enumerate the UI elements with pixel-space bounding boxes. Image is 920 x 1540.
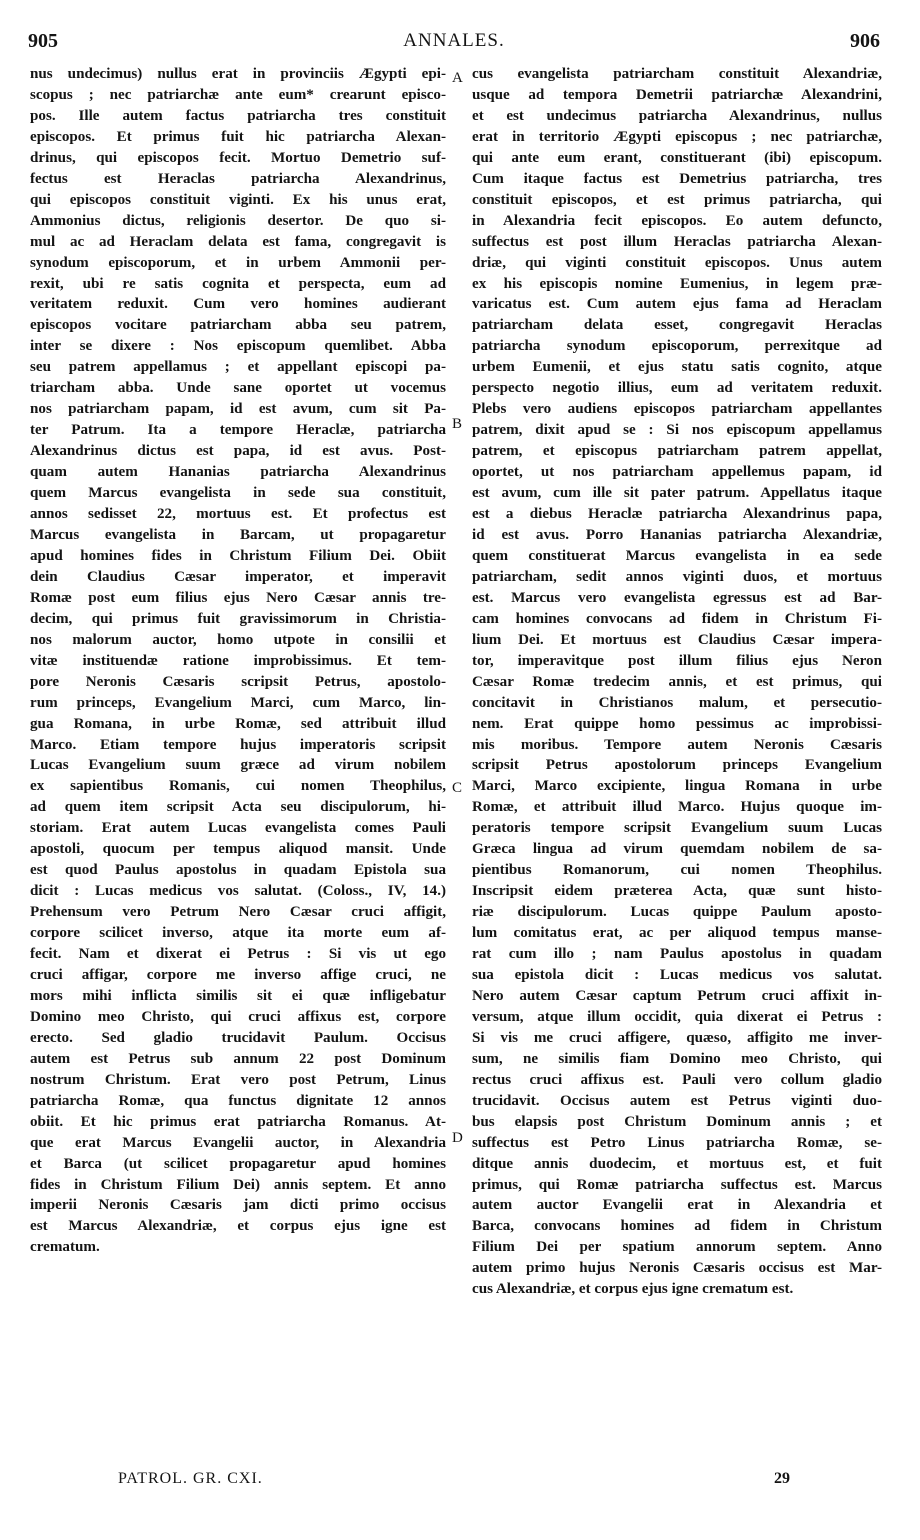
text-line: nostrum Christum. Erat vero post Petrum, Linus <box>30 1071 446 1088</box>
text-line: perspecto negotio illius, eum ad veritatem reduxit. <box>472 380 882 397</box>
text-line: autem primo hujus Neronis Cæsaris occisus est Mar- <box>472 1260 882 1277</box>
text-line: constituit episcopos, et est primus patriarcha, qui <box>472 191 882 208</box>
text-line: concitavit in Christianos malum, et persecutio- <box>472 694 882 711</box>
page-header <box>28 30 880 60</box>
text-line: Prehensum vero Petrum Nero Cæsar cruci affigit, <box>30 904 446 921</box>
text-line: synodum episcoporum, et in urbem Ammonii per- <box>30 254 446 271</box>
text-line: nus undecimus) nullus erat in provinciis Ægypti epi- <box>30 66 446 82</box>
text-line: bus elapsis post Christum Dominum annis ; et <box>472 1113 882 1130</box>
text-line: erat in territorio Ægypti episcopus ; nec patriarchæ, <box>472 128 882 145</box>
text-line: usque ad tempora Demetrii patriarchæ Alexandrini, <box>472 86 882 103</box>
text-line: fides in Christum Filium Dei) annis septem. Et anno <box>30 1176 446 1193</box>
text-line: sum, ne similis fiam Domino meo Christo, qui <box>472 1050 882 1067</box>
text-line: autem auctor Evangelii erat in Alexandria et <box>472 1197 882 1214</box>
text-line: primus, qui Romæ patriarcha suffectus est. Marcus <box>472 1176 882 1193</box>
text-line: gua Romana, in urbe Romæ, sed attribuit illud <box>30 715 446 732</box>
text-line: patriarcha Romæ, qua functus dignitate 12 annos <box>30 1092 446 1109</box>
text-line: est. Marcus vero evangelista egressus est ad Bar- <box>472 589 882 606</box>
text-line: est Marcus Alexandriæ, et corpus ejus igne est <box>30 1218 446 1235</box>
text-line: est avum, cum ille sit pater patrum. Appellatus itaque <box>472 485 882 502</box>
text-line: Domino meo Christo, qui cruci affixus est, corpore <box>30 1008 446 1025</box>
text-line: Lucas Evangelium suum græce ad virum nobilem <box>30 757 446 774</box>
text-line: episcopos vocitare patriarcham abba seu patrem, <box>30 317 446 334</box>
text-line: ad quem item scripsit Acta seu discipulorum, hi- <box>30 799 446 816</box>
text-line: mis moribus. Tempore autem Neronis Cæsaris <box>472 736 882 753</box>
page-number-right: 906 <box>850 30 880 52</box>
text-line: Barca, convocans homines ad fidem in Christum <box>472 1218 882 1235</box>
text-line: cus evangelista patriarcham constituit Alexandriæ, <box>472 66 882 82</box>
running-title: ANNALES. <box>403 30 505 51</box>
text-line: Ammonius dictus, religionis desertor. De quo si- <box>30 212 446 229</box>
text-line: erecto. Sed gladio trucidavit Paulum. Occisus <box>30 1029 446 1046</box>
text-line: seu patrem appellamus ; et appellant episcopi pa- <box>30 359 446 376</box>
section-marker-b: B <box>452 416 463 432</box>
text-line: autem est Petrus sub annum 22 post Dominum <box>30 1050 446 1067</box>
text-line: mul ac ad Heraclam delata est fama, congregavit is <box>30 233 446 250</box>
text-line: versum, atque illum occidit, quia dixerat ei Petrus : <box>472 1008 882 1025</box>
text-line: et Barca (ut scilicet propagaretur apud homines <box>30 1155 446 1172</box>
text-line: est quod Paulus apostolus in quadam Epistola sua <box>30 862 446 879</box>
text-line: episcopos. Et primus fuit hic patriarcha Alexan- <box>30 128 446 145</box>
text-line: rectus cruci affixus est. Pauli vero collum gladio <box>472 1071 882 1088</box>
text-line: patrem, dixit apud se : Si nos episcopum appellamus <box>472 422 882 439</box>
text-line: mors mihi inflicta similis sit ei quæ infligebatur <box>30 987 446 1004</box>
text-line: ditque annis duodecim, et mortuus est, et fuit <box>472 1155 882 1172</box>
text-line: patriarcham delata esset, congregavit Heraclas <box>472 317 882 334</box>
footer-signature: 29 <box>774 1470 790 1487</box>
text-line: cus Alexandriæ, et corpus ejus igne crematum est. <box>472 1281 794 1298</box>
text-line: decim, qui primus fuit gravissimorum in Christia- <box>30 610 446 627</box>
text-line: crematum. <box>30 1239 100 1256</box>
text-line: et est undecimus patriarcha Alexandrinus, nullus <box>472 107 882 124</box>
text-line: dicit : Lucas medicus vos salutat. (Coloss., IV, 14.) <box>30 883 446 900</box>
text-line: rum princeps, Evangelium Marci, cum Marco, lin- <box>30 694 446 711</box>
text-line: corpore scilicet inverso, atque ita morte eum af- <box>30 925 446 942</box>
text-line: varicatus est. Cum autem ejus fama ad Heraclam <box>472 296 882 313</box>
text-line: Marcus evangelista in Barcam, ut propagaretur <box>30 526 446 543</box>
text-line: drinus, qui episcopos fecit. Mortuo Demetrio suf- <box>30 149 446 166</box>
text-line: que erat Marcus Evangelii auctor, in Alexandria <box>30 1134 446 1151</box>
text-line: vitæ instituendæ ratione improbissimus. Et tem- <box>30 652 446 669</box>
text-line: driæ, qui viginti constituit episcopos. Unus autem <box>472 254 882 271</box>
text-line: inter se dixere : Nos episcopum quemlibet. Abba <box>30 338 446 355</box>
text-line: fectus est Heraclas patriarcha Alexandrinus, <box>30 170 446 187</box>
text-line: Græca lingua ad virum quemdam nobilem de sa- <box>472 841 882 858</box>
text-line: annos sedisset 22, mortuus est. Et profectus est <box>30 506 446 523</box>
text-line: Cæsar Romæ tredecim annis, et est primus, qui <box>472 673 882 690</box>
text-line: ter Patrum. Ita a tempore Heraclæ, patriarcha <box>30 422 446 439</box>
text-line: Alexandrinus dictus est papa, id est avus. Post- <box>30 443 446 460</box>
text-line: triarcham abba. Unde sane oportet ut vocemus <box>30 380 446 397</box>
text-line: ex his episcopis nomine Eumenius, in legem præ- <box>472 275 882 292</box>
text-line: lium Dei. Et mortuus est Claudius Cæsar impera- <box>472 631 882 648</box>
text-line: in Alexandria fecit episcopos. Eo autem defuncto, <box>472 212 882 229</box>
text-line: Nero autem Cæsar captum Petrum cruci affixit in- <box>472 987 882 1004</box>
text-line: riæ discipulorum. Lucas quippe Paulum aposto- <box>472 904 882 921</box>
text-line: cam homines convocans ad fidem in Christum Fi- <box>472 610 882 627</box>
right-column <box>472 64 882 1300</box>
text-line: patrem, et episcopus patriarcham patrem appellat, <box>472 443 882 460</box>
left-column <box>30 64 446 1258</box>
text-line: urbem Eumenii, et ejus statu satis cognito, atque <box>472 359 882 376</box>
text-line: peratoris tempore scripsit Evangelium suum Lucas <box>472 820 882 837</box>
text-line: nos patriarcham papam, id est avum, cum sit Pa- <box>30 401 446 418</box>
text-line: scopus ; nec patriarchæ ante eum* crearunt episco- <box>30 86 446 103</box>
text-line: est a diebus Heraclæ patriarcha Alexandrinus papa, <box>472 506 882 523</box>
text-line: qui episcopos constituit viginti. Ex his unus erat, <box>30 191 446 208</box>
text-line: quem constituerat Marcus evangelista in ea sede <box>472 547 882 564</box>
text-line: storiam. Erat autem Lucas evangelista comes Pauli <box>30 820 446 837</box>
text-line: ex sapientibus Romanis, cui nomen Theophilus, <box>30 778 446 795</box>
section-marker-c: C <box>452 780 463 796</box>
text-line: apud homines fides in Christum Filium Dei. Obiit <box>30 547 446 564</box>
text-line: scripsit Petrus apostolorum princeps Evangelium <box>472 757 882 774</box>
text-line: cruci affigar, corpore me inverso affige cruci, ne <box>30 966 446 983</box>
text-line: pientibus Romanorum, cui nomen Theophilus. <box>472 862 882 879</box>
section-marker-a: A <box>452 70 463 86</box>
text-line: rexit, ubi re satis cognita et perspecta, eum ad <box>30 275 446 292</box>
text-line: Inscripsit eidem præterea Acta, quæ sunt histo- <box>472 883 882 900</box>
text-line: sua epistola dicit : Lucas medicus vos salutat. <box>472 966 882 983</box>
text-line: nos malorum auctor, homo utpote in consilii et <box>30 631 446 648</box>
text-line: qui ante eum erant, constituerant (ibi) episcopum. <box>472 149 882 166</box>
text-line: id est avus. Porro Hananias patriarcha Alexandriæ, <box>472 526 882 543</box>
text-line: obiit. Et hic primus erat patriarcha Romanus. At- <box>30 1113 446 1130</box>
text-line: Plebs vero audiens episcopos patriarcham appellantes <box>472 401 882 418</box>
text-line: imperii Neronis Cæsaris jam dicti primo occisus <box>30 1197 446 1214</box>
text-line: rat cum illo ; nam Paulus apostolus in quadam <box>472 946 882 963</box>
text-line: fecit. Nam et dixerat ei Petrus : Si vis ut ego <box>30 946 446 963</box>
text-line: quam autem Hananias patriarcha Alexandrinus <box>30 464 446 481</box>
text-line: dein Claudius Cæsar imperator, et imperavit <box>30 568 446 585</box>
page-number-left: 905 <box>28 30 58 52</box>
footer-series: PATROL. GR. CXI. <box>118 1470 263 1487</box>
text-line: suffectus est Petro Linus patriarcha Romæ, se- <box>472 1134 882 1151</box>
text-line: Filium Dei per spatium annorum septem. Anno <box>472 1239 882 1256</box>
text-line: Romæ post eum filius ejus Nero Cæsar annis tre- <box>30 589 446 606</box>
text-line: pos. Ille autem factus patriarcha tres constituit <box>30 107 446 124</box>
text-line: patriarcham, sedit annos viginti duos, et mortuus <box>472 568 882 585</box>
text-line: pore Neronis Cæsaris scripsit Petrus, apostolo- <box>30 673 446 690</box>
text-line: apostoli, quocum per tempus aliquod mansit. Unde <box>30 841 446 858</box>
text-line: suffectus est post illum Heraclas patriarcha Alexan- <box>472 233 882 250</box>
section-marker-d: D <box>452 1130 463 1146</box>
text-line: oportet, ut nos patriarcham appellemus papam, id <box>472 464 882 481</box>
text-line: Si vis me cruci affigere, quæso, affigito me inver- <box>472 1029 882 1046</box>
text-line: tor, imperavitque post illum filius ejus Neron <box>472 652 882 669</box>
text-line: quem Marcus evangelista in sede sua constituit, <box>30 485 446 502</box>
text-line: Cum itaque factus est Demetrius patriarcha, tres <box>472 170 882 187</box>
text-line: patriarcha synodum episcoporum, perrexitque ad <box>472 338 882 355</box>
text-line: trucidavit. Occisus autem est Petrus viginti duo- <box>472 1092 882 1109</box>
text-line: Marco. Etiam tempore hujus imperatoris scripsit <box>30 736 446 753</box>
text-line: nem. Erat quippe homo pessimus ac improbissi- <box>472 715 882 732</box>
text-line: Romæ, et attribuit illud Marco. Hujus quoque im- <box>472 799 882 816</box>
text-line: lum comitatus erat, ac per aliquod tempus manse- <box>472 925 882 942</box>
text-line: Marci, Marco excipiente, lingua Romana in urbe <box>472 778 882 795</box>
text-line: veritatem reduxit. Cum vero homines audierant <box>30 296 446 313</box>
